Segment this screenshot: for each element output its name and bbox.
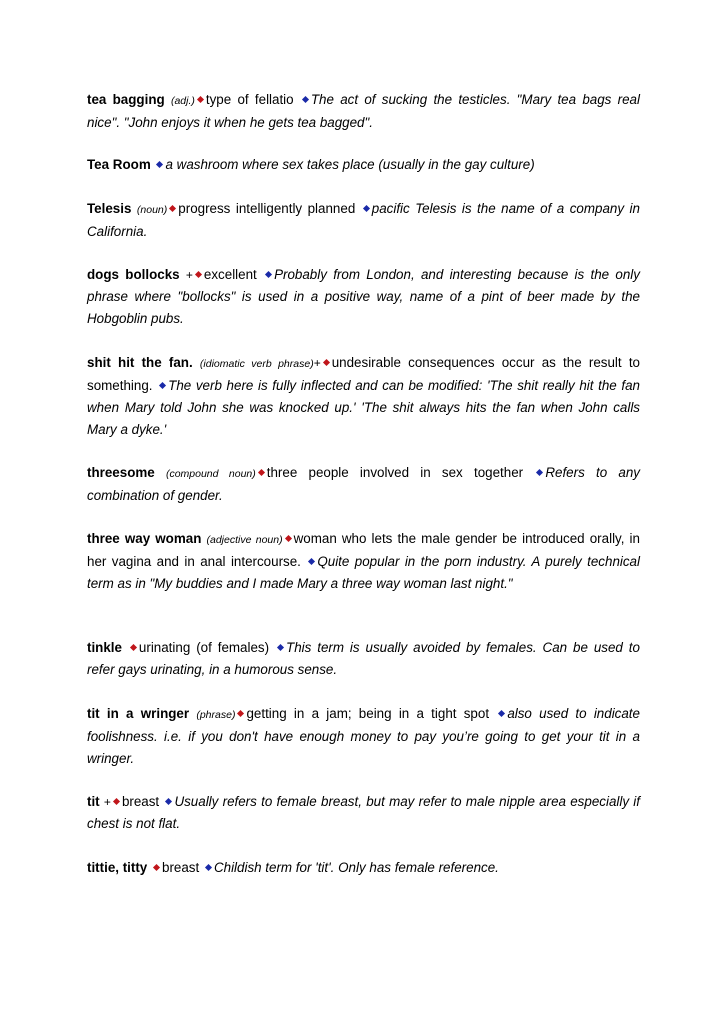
entry-definition: urinating (of females) — [138, 640, 270, 655]
entry-part-of-speech: (adjective noun) — [206, 534, 283, 546]
entry-term: Tea Room — [87, 157, 151, 172]
entry-part-of-speech: (idiomatic verb phrase) — [199, 358, 314, 370]
entry-term: shit hit the fan. — [87, 355, 193, 370]
entry-definition: progress intelligently planned — [178, 201, 356, 216]
blue-diamond-icon — [165, 798, 172, 805]
entry-term: tinkle — [87, 640, 122, 655]
blue-diamond-icon — [277, 644, 284, 651]
entry-part-of-speech: (phrase) — [196, 709, 236, 721]
entry-tittie-titty — [87, 857, 640, 879]
blue-diamond-icon — [302, 96, 309, 103]
entry-tea-bagging — [87, 89, 640, 134]
blue-diamond-icon — [159, 382, 166, 389]
entry-dogs-bollocks — [87, 264, 640, 330]
entry-definition: breast — [121, 794, 160, 809]
entry-plus-mark: + — [103, 795, 111, 809]
entry-telesis — [87, 198, 640, 243]
red-diamond-icon — [113, 798, 120, 805]
red-diamond-icon — [130, 644, 137, 651]
red-diamond-icon — [195, 271, 202, 278]
blue-diamond-icon — [536, 469, 543, 476]
entry-definition: breast — [162, 860, 200, 875]
entry-term: threesome — [87, 465, 155, 480]
entry-three-way-woman — [87, 528, 640, 595]
blue-diamond-icon — [205, 864, 212, 871]
red-diamond-icon — [197, 96, 204, 103]
entry-example: Childish term for 'tit'. Only has female reference. — [213, 860, 499, 875]
entry-part-of-speech: (adj.) — [170, 95, 195, 107]
blue-diamond-icon — [363, 205, 370, 212]
entry-example: This term is usually avoided by females. Can be used to refer gays urinating, in a humorous sense. — [87, 640, 640, 677]
entry-part-of-speech: (noun) — [136, 204, 168, 216]
entry-example: Probably from London, and interesting because is the only phrase where "bollocks" is used in a positive way, name of a pint of beer made by the Hobgoblin pubs. — [87, 267, 640, 326]
entry-part-of-speech: (compound noun) — [165, 468, 256, 480]
red-diamond-icon — [237, 710, 244, 717]
entry-definition: three people involved in sex together — [266, 465, 524, 480]
entry-term: Telesis — [87, 201, 132, 216]
entry-threesome — [87, 462, 640, 507]
entry-term: tit — [87, 794, 100, 809]
blue-diamond-icon — [265, 271, 272, 278]
entry-term: three way woman — [87, 531, 202, 546]
entry-definition: excellent — [203, 267, 257, 282]
entry-definition: undesirable consequences occur as the result to something. — [87, 355, 640, 393]
entry-tit-in-a-wringer — [87, 703, 640, 770]
entry-example: Usually refers to female breast, but may refer to male nipple area especially if chest is not flat. — [87, 794, 640, 831]
entry-term: tea bagging — [87, 92, 165, 107]
entry-example: also used to indicate foolishness. i.e. if you don't have enough money to pay you’re going to get your tit in a wringer. — [87, 706, 640, 766]
red-diamond-icon — [153, 864, 160, 871]
entry-example: pacific Telesis is the name of a company in California. — [87, 201, 640, 239]
entry-example: The verb here is fully inflected and can be modified: 'The shit really hit the fan when Mary told John she was knocked up.' 'The shit always hits the fan when John calls Mary a dyke.' — [87, 378, 640, 437]
entry-example: The act of sucking the testicles. "Mary tea bags real nice". "John enjoys it when he gets tea bagged". — [87, 92, 640, 130]
blue-diamond-icon — [308, 558, 315, 565]
entry-shit-hit-the-fan — [87, 352, 640, 441]
entry-tinkle — [87, 637, 640, 681]
blue-diamond-icon — [156, 161, 163, 168]
entry-plus-mark: + — [185, 268, 193, 282]
red-diamond-icon — [169, 205, 176, 212]
entry-definition: type of fellatio — [205, 92, 294, 107]
entry-term: dogs bollocks — [87, 267, 180, 282]
red-diamond-icon — [258, 469, 265, 476]
entry-tea-room — [87, 154, 640, 176]
entry-example: Quite popular in the porn industry. A purely technical term as in "My buddies and I made Mary a three way woman last night." — [87, 554, 640, 591]
red-diamond-icon — [323, 359, 330, 366]
entry-plus-mark: + — [313, 356, 321, 370]
blue-diamond-icon — [498, 710, 505, 717]
entry-example: a washroom where sex takes place (usually in the gay culture) — [165, 157, 535, 172]
entry-term: tittie, titty — [87, 860, 148, 875]
red-diamond-icon — [285, 535, 292, 542]
entry-definition: woman who lets the male gender be introduced orally, in her vagina and in anal intercourse. — [87, 531, 640, 569]
entry-tit — [87, 791, 640, 835]
entry-term: tit in a wringer — [87, 706, 190, 721]
entry-example: Refers to any combination of gender. — [87, 465, 640, 503]
entry-definition: getting in a jam; being in a tight spot — [246, 706, 490, 721]
